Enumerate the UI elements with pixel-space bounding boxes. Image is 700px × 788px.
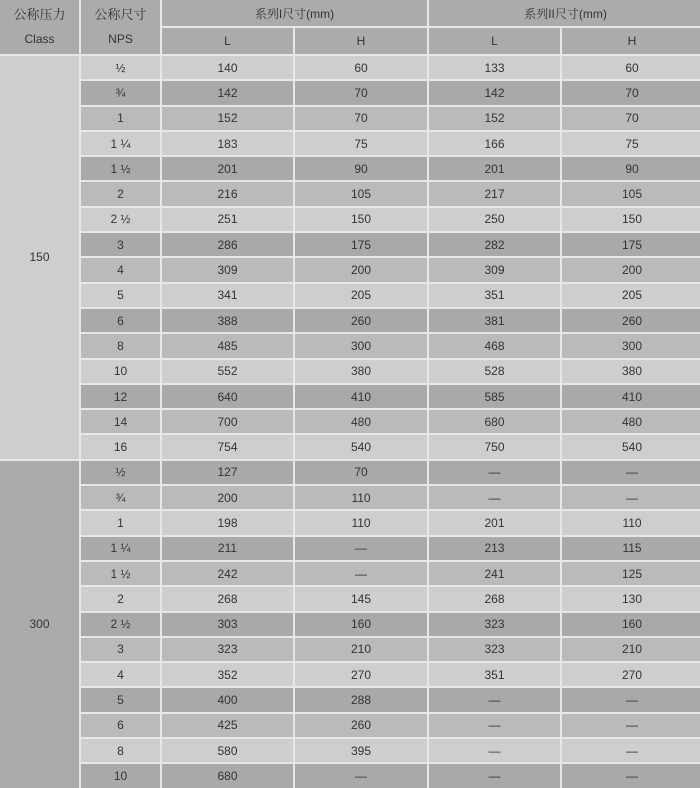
dimension-cell: 300 <box>561 333 700 358</box>
dimension-cell: 70 <box>561 106 700 131</box>
table-header <box>0 0 700 55</box>
dimension-cell: — <box>561 763 700 788</box>
dimension-cell: 410 <box>294 384 428 409</box>
dimension-cell: 309 <box>428 257 561 282</box>
dimension-cell: — <box>561 485 700 510</box>
dimension-cell: 130 <box>561 586 700 611</box>
dimension-cell: 105 <box>294 181 428 206</box>
dimension-cell: 750 <box>428 434 561 459</box>
table-row <box>0 510 700 535</box>
nps-cell: 1 ¼ <box>80 536 161 561</box>
dimension-cell: 400 <box>161 687 294 712</box>
dimension-cell: 200 <box>561 257 700 282</box>
dimension-cell: 152 <box>428 106 561 131</box>
header-pressure-en: Class <box>24 32 55 46</box>
dimension-cell: 480 <box>561 409 700 434</box>
table-row <box>0 131 700 156</box>
nps-cell: ¾ <box>80 80 161 105</box>
dimension-cell: 115 <box>561 536 700 561</box>
nps-cell: 5 <box>80 283 161 308</box>
dimension-cell: 300 <box>294 333 428 358</box>
dimension-cell: — <box>428 713 561 738</box>
dimension-cell: 175 <box>294 232 428 257</box>
dimension-cell: 309 <box>161 257 294 282</box>
nps-cell: ½ <box>80 55 161 80</box>
dimension-cell: — <box>294 763 428 788</box>
dimension-cell: 352 <box>161 662 294 687</box>
dimension-cell: 552 <box>161 359 294 384</box>
nps-cell: 10 <box>80 359 161 384</box>
header-series2-l: L <box>428 27 561 55</box>
dimension-cell: 105 <box>561 181 700 206</box>
dimension-cell: 213 <box>428 536 561 561</box>
dimension-cell: 201 <box>428 510 561 535</box>
nps-cell: 1 ½ <box>80 561 161 586</box>
dimension-cell: 380 <box>561 359 700 384</box>
dimension-cell: 140 <box>161 55 294 80</box>
table-row <box>0 662 700 687</box>
dimension-cell: 160 <box>294 612 428 637</box>
table-row <box>0 612 700 637</box>
dimension-cell: 175 <box>561 232 700 257</box>
dimension-cell: 388 <box>161 308 294 333</box>
table-row <box>0 333 700 358</box>
nps-cell: 5 <box>80 687 161 712</box>
nps-cell: 1 <box>80 106 161 131</box>
dimension-cell: 160 <box>561 612 700 637</box>
table-row <box>0 80 700 105</box>
dimension-cell: 410 <box>561 384 700 409</box>
dimension-cell: 201 <box>161 156 294 181</box>
dimension-cell: 540 <box>294 434 428 459</box>
dimension-cell: 200 <box>294 257 428 282</box>
dimension-cell: 468 <box>428 333 561 358</box>
nps-cell: 4 <box>80 257 161 282</box>
dimension-cell: 133 <box>428 55 561 80</box>
dimension-cell: 242 <box>161 561 294 586</box>
dimension-cell: — <box>294 536 428 561</box>
nps-cell: 10 <box>80 763 161 788</box>
dimension-cell: 90 <box>294 156 428 181</box>
table-row <box>0 536 700 561</box>
table-row <box>0 257 700 282</box>
dimension-cell: 395 <box>294 738 428 763</box>
dimension-cell: 700 <box>161 409 294 434</box>
dimension-cell: 60 <box>561 55 700 80</box>
dimension-cell: 260 <box>294 713 428 738</box>
dimension-cell: 268 <box>428 586 561 611</box>
table-row <box>0 763 700 788</box>
nps-cell: 1 <box>80 510 161 535</box>
nps-cell: 3 <box>80 637 161 662</box>
dimension-cell: 150 <box>294 207 428 232</box>
dimension-cell: 150 <box>561 207 700 232</box>
table-row <box>0 384 700 409</box>
dimension-cell: — <box>428 485 561 510</box>
dimension-cell: 183 <box>161 131 294 156</box>
dimension-cell: 75 <box>294 131 428 156</box>
table-row <box>0 738 700 763</box>
dimension-cell: 341 <box>161 283 294 308</box>
dimension-cell: 303 <box>161 612 294 637</box>
header-size-en: NPS <box>108 32 133 46</box>
dimension-cell: — <box>561 687 700 712</box>
dimension-cell: — <box>561 738 700 763</box>
header-size-zh: 公称尺寸 <box>94 7 147 22</box>
nps-cell: 6 <box>80 308 161 333</box>
dimension-cell: — <box>428 763 561 788</box>
dimension-cell: 70 <box>294 80 428 105</box>
dimension-cell: 351 <box>428 283 561 308</box>
dimension-cell: 351 <box>428 662 561 687</box>
dimension-cell: 323 <box>161 637 294 662</box>
dimension-cell: 580 <box>161 738 294 763</box>
header-series2: 系列II尺寸(mm) <box>428 0 700 27</box>
dimension-cell: 110 <box>294 485 428 510</box>
table-row <box>0 586 700 611</box>
dimension-cell: 540 <box>561 434 700 459</box>
dimension-cell: 754 <box>161 434 294 459</box>
table-row <box>0 485 700 510</box>
dimension-cell: 680 <box>161 763 294 788</box>
table-row <box>0 409 700 434</box>
dimension-cell: 585 <box>428 384 561 409</box>
dimension-cell: 210 <box>561 637 700 662</box>
header-row-1 <box>0 0 700 27</box>
dimension-cell: 640 <box>161 384 294 409</box>
table-row <box>0 308 700 333</box>
dimension-cell: 70 <box>294 106 428 131</box>
header-size-nps <box>80 0 161 55</box>
dimension-cell: — <box>428 460 561 485</box>
dimension-cell: 288 <box>294 687 428 712</box>
table-row <box>0 359 700 384</box>
dimension-cell: 323 <box>428 612 561 637</box>
header-series1-h: H <box>294 27 428 55</box>
dimension-cell: 125 <box>561 561 700 586</box>
dimension-cell: 250 <box>428 207 561 232</box>
dimension-cell: — <box>294 561 428 586</box>
dimension-cell: 205 <box>294 283 428 308</box>
class-cell-150: 150 <box>0 55 80 460</box>
class-cell-300: 300 <box>0 460 80 788</box>
header-series2-h: H <box>561 27 700 55</box>
table-row <box>0 713 700 738</box>
dimension-cell: — <box>428 738 561 763</box>
nps-cell: 14 <box>80 409 161 434</box>
dimension-cell: 110 <box>561 510 700 535</box>
table-row <box>0 637 700 662</box>
dimension-cell: 323 <box>428 637 561 662</box>
table-row <box>0 156 700 181</box>
dimension-cell: 260 <box>294 308 428 333</box>
nps-cell: 2 <box>80 181 161 206</box>
dimension-cell: 217 <box>428 181 561 206</box>
dimension-cell: — <box>428 687 561 712</box>
dimension-cell: 425 <box>161 713 294 738</box>
nps-cell: ¾ <box>80 485 161 510</box>
dimension-cell: 286 <box>161 232 294 257</box>
dimension-cell: 282 <box>428 232 561 257</box>
dimension-cell: 680 <box>428 409 561 434</box>
dimension-cell: 381 <box>428 308 561 333</box>
dimension-cell: 211 <box>161 536 294 561</box>
nps-cell: 2 ½ <box>80 612 161 637</box>
dimension-cell: 70 <box>294 460 428 485</box>
header-series1-l: L <box>161 27 294 55</box>
dimension-cell: 380 <box>294 359 428 384</box>
table-row <box>0 55 700 80</box>
dimension-cell: 251 <box>161 207 294 232</box>
nps-cell: 2 ½ <box>80 207 161 232</box>
dimension-cell: — <box>561 460 700 485</box>
nps-cell: 1 ½ <box>80 156 161 181</box>
nps-cell: 6 <box>80 713 161 738</box>
table-row <box>0 460 700 485</box>
dimension-cell: 268 <box>161 586 294 611</box>
dimension-cell: — <box>561 713 700 738</box>
dimension-cell: 198 <box>161 510 294 535</box>
dimension-cell: 205 <box>561 283 700 308</box>
nps-cell: 4 <box>80 662 161 687</box>
dimension-cell: 142 <box>428 80 561 105</box>
dimension-cell: 210 <box>294 637 428 662</box>
dimension-cell: 60 <box>294 55 428 80</box>
dimension-cell: 110 <box>294 510 428 535</box>
nps-cell: 8 <box>80 738 161 763</box>
dimension-cell: 201 <box>428 156 561 181</box>
dimension-cell: 70 <box>561 80 700 105</box>
nps-cell: 8 <box>80 333 161 358</box>
dimension-cell: 216 <box>161 181 294 206</box>
table-row <box>0 181 700 206</box>
dimension-cell: 166 <box>428 131 561 156</box>
table-row <box>0 687 700 712</box>
dimension-cell: 90 <box>561 156 700 181</box>
table-row <box>0 232 700 257</box>
dimension-cell: 75 <box>561 131 700 156</box>
header-series1: 系列I尺寸(mm) <box>161 0 428 27</box>
nps-cell: 12 <box>80 384 161 409</box>
table-body <box>0 55 700 788</box>
dimension-cell: 200 <box>161 485 294 510</box>
table-row <box>0 207 700 232</box>
table-row <box>0 434 700 459</box>
dimension-cell: 485 <box>161 333 294 358</box>
nps-cell: 3 <box>80 232 161 257</box>
dimension-cell: 270 <box>561 662 700 687</box>
dimension-cell: 480 <box>294 409 428 434</box>
header-pressure-class <box>0 0 80 55</box>
table-row <box>0 106 700 131</box>
table-row <box>0 283 700 308</box>
nps-cell: ½ <box>80 460 161 485</box>
dimension-cell: 142 <box>161 80 294 105</box>
dimension-cell: 260 <box>561 308 700 333</box>
dimension-cell: 152 <box>161 106 294 131</box>
dimension-cell: 145 <box>294 586 428 611</box>
nps-cell: 2 <box>80 586 161 611</box>
dimension-cell: 241 <box>428 561 561 586</box>
table-row <box>0 561 700 586</box>
header-pressure-zh: 公称压力 <box>13 7 66 22</box>
dimension-cell: 528 <box>428 359 561 384</box>
dimension-cell: 270 <box>294 662 428 687</box>
nps-cell: 16 <box>80 434 161 459</box>
dimension-cell: 127 <box>161 460 294 485</box>
nps-cell: 1 ¼ <box>80 131 161 156</box>
